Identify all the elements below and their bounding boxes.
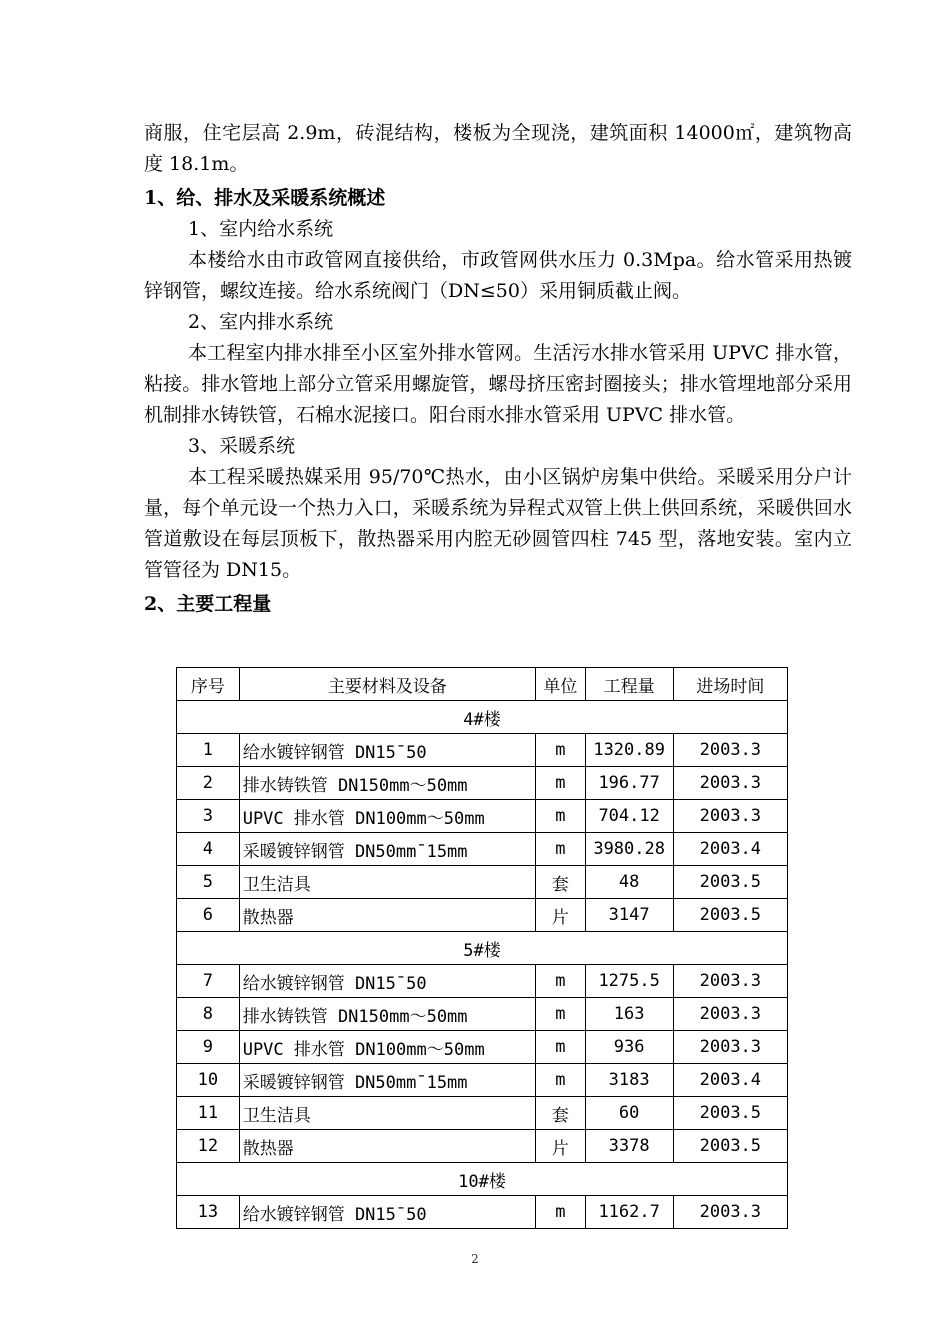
cell-date: 2003.3 (673, 734, 787, 767)
cell-unit: 套 (536, 866, 586, 899)
table-body (177, 701, 788, 1229)
cell-quantity: 196.77 (585, 767, 673, 800)
table-row (177, 866, 788, 899)
cell-quantity: 1162.7 (585, 1196, 673, 1229)
cell-index: 4 (177, 833, 240, 866)
cell-quantity: 163 (585, 998, 673, 1031)
cell-unit: 套 (536, 1097, 586, 1130)
cell-date: 2003.4 (673, 833, 787, 866)
cell-material: 散热器 (239, 1130, 535, 1163)
table-row (177, 1097, 788, 1130)
cell-index: 12 (177, 1130, 240, 1163)
cell-index: 2 (177, 767, 240, 800)
cell-date: 2003.5 (673, 1097, 787, 1130)
cell-material: 排水铸铁管 DN150mm～50mm (239, 767, 535, 800)
cell-index: 9 (177, 1031, 240, 1064)
group-row (177, 701, 788, 734)
cell-date: 2003.3 (673, 1196, 787, 1229)
cell-unit: m (536, 1196, 586, 1229)
group-row (177, 1163, 788, 1196)
cell-date: 2003.5 (673, 866, 787, 899)
section2-heading: 2、主要工程量 (144, 593, 272, 615)
cell-unit: m (536, 965, 586, 998)
cell-unit: 片 (536, 1130, 586, 1163)
table-row (177, 965, 788, 998)
table-row (177, 899, 788, 932)
table-row (177, 1031, 788, 1064)
cell-material: 给水镀锌钢管 DN15¯50 (239, 734, 535, 767)
cell-quantity: 60 (585, 1097, 673, 1130)
cell-unit: m (536, 734, 586, 767)
cell-quantity: 3378 (585, 1130, 673, 1163)
header-material: 主要材料及设备 (239, 668, 535, 701)
cell-unit: 片 (536, 899, 586, 932)
cell-quantity: 1275.5 (585, 965, 673, 998)
cell-index: 13 (177, 1196, 240, 1229)
table-row (177, 800, 788, 833)
cell-quantity: 3980.28 (585, 833, 673, 866)
cell-date: 2003.3 (673, 998, 787, 1031)
page-number: 2 (471, 1252, 479, 1266)
section1-heading: 1、给、排水及采暖系统概述 (144, 187, 386, 209)
cell-index: 11 (177, 1097, 240, 1130)
group-title: 10#楼 (177, 1163, 788, 1196)
cell-material: 散热器 (239, 899, 535, 932)
cell-unit: m (536, 998, 586, 1031)
sub2-title: 2、室内排水系统 (188, 311, 334, 333)
cell-index: 6 (177, 899, 240, 932)
cell-quantity: 936 (585, 1031, 673, 1064)
table-row (177, 1196, 788, 1229)
cell-quantity: 1320.89 (585, 734, 673, 767)
sub3-body: 本工程采暖热媒采用 95/70℃热水，由小区锅炉房集中供给。采暖采用分户计量，每个单元设一个热力入口，采暖系统为异程式双管上供上供回系统，采暖供回水管道敷设在每层顶板下，散热器采用内腔无砂圆管四柱 745 型，落地安装。室内立管管径为 DN15。 (144, 466, 852, 581)
cell-quantity: 704.12 (585, 800, 673, 833)
table-row (177, 734, 788, 767)
cell-date: 2003.4 (673, 1064, 787, 1097)
cell-material: 卫生洁具 (239, 1097, 535, 1130)
sub3-title: 3、采暖系统 (188, 435, 296, 457)
cell-index: 10 (177, 1064, 240, 1097)
cell-quantity: 48 (585, 866, 673, 899)
cell-unit: m (536, 833, 586, 866)
cell-date: 2003.3 (673, 767, 787, 800)
cell-material: UPVC 排水管 DN100mm～50mm (239, 800, 535, 833)
cell-index: 7 (177, 965, 240, 998)
body-text (144, 118, 852, 620)
cell-quantity: 3183 (585, 1064, 673, 1097)
header-date: 进场时间 (673, 668, 787, 701)
cell-material: UPVC 排水管 DN100mm～50mm (239, 1031, 535, 1064)
table-row (177, 998, 788, 1031)
header-index: 序号 (177, 668, 240, 701)
cell-date: 2003.5 (673, 1130, 787, 1163)
cell-quantity: 3147 (585, 899, 673, 932)
sub2-body: 本工程室内排水排至小区室外排水管网。生活污水排水管采用 UPVC 排水管，粘接。排水管地上部分立管采用螺旋管，螺母挤压密封圈接头；排水管埋地部分采用机制排水铸铁管，石棉水泥接口。阳台雨水排水管采用 UPVC 排水管。 (144, 342, 852, 426)
table-header-row (177, 668, 788, 701)
cell-material: 给水镀锌钢管 DN15¯50 (239, 1196, 535, 1229)
cell-material: 给水镀锌钢管 DN15¯50 (239, 965, 535, 998)
quantity-table (176, 667, 788, 1229)
group-title: 5#楼 (177, 932, 788, 965)
cell-unit: m (536, 1064, 586, 1097)
cell-unit: m (536, 767, 586, 800)
table-row (177, 833, 788, 866)
cell-index: 8 (177, 998, 240, 1031)
cell-index: 1 (177, 734, 240, 767)
cell-date: 2003.5 (673, 899, 787, 932)
group-row (177, 932, 788, 965)
cell-material: 排水铸铁管 DN150mm～50mm (239, 998, 535, 1031)
header-quantity: 工程量 (585, 668, 673, 701)
table-row (177, 767, 788, 800)
cell-unit: m (536, 800, 586, 833)
cell-date: 2003.3 (673, 800, 787, 833)
table-row (177, 1064, 788, 1097)
table-row (177, 1130, 788, 1163)
cell-unit: m (536, 1031, 586, 1064)
cell-index: 3 (177, 800, 240, 833)
sub1-body: 本楼给水由市政管网直接供给，市政管网供水压力 0.3Mpa。给水管采用热镀锌钢管，螺纹连接。给水系统阀门（DN≤50）采用铜质截止阀。 (144, 249, 852, 302)
cell-material: 采暖镀锌钢管 DN50mm¯15mm (239, 833, 535, 866)
cell-date: 2003.3 (673, 1031, 787, 1064)
intro-paragraph: 商服，住宅层高 2.9m，砖混结构，楼板为全现浇，建筑面积 14000㎡，建筑物高度 18.1m。 (144, 122, 852, 175)
cell-date: 2003.3 (673, 965, 787, 998)
cell-material: 卫生洁具 (239, 866, 535, 899)
header-unit: 单位 (536, 668, 586, 701)
cell-material: 采暖镀锌钢管 DN50mm¯15mm (239, 1064, 535, 1097)
cell-index: 5 (177, 866, 240, 899)
sub1-title: 1、室内给水系统 (188, 218, 334, 240)
group-title: 4#楼 (177, 701, 788, 734)
